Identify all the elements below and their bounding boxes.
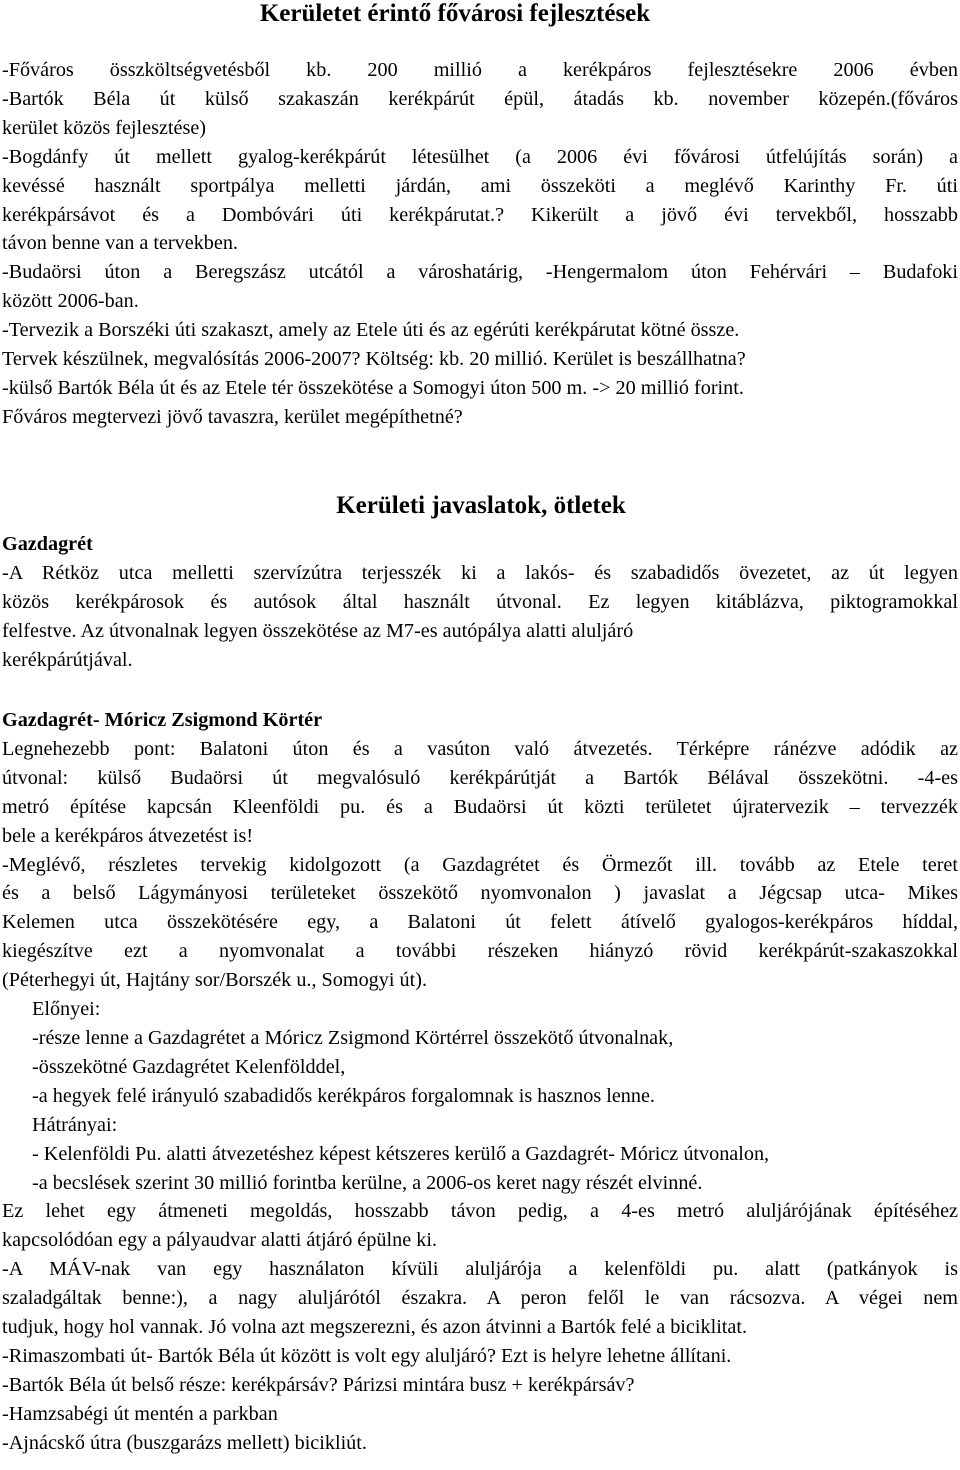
text-line: -külső Bartók Béla út és az Etele tér összekötése a Somogyi úton 500 m. -> 20 millió forint. <box>2 376 744 399</box>
text-line: kapcsolódóan egy a pályaudvar alatti átjáró épülne ki. <box>2 1229 437 1252</box>
pros-label: Előnyei: <box>32 998 101 1021</box>
text-line: bele a kerékpáros átvezetést is! <box>2 824 254 847</box>
cons-label: Hátrányai: <box>32 1113 118 1136</box>
text-line: kerékpárútjával. <box>2 648 133 671</box>
text-line: kerület közös fejlesztése) <box>2 116 207 139</box>
text-line: kiegészítve ezt a nyomvonalat a további részeken hiányzó rövid kerékpárút-szakaszokkal <box>2 940 958 963</box>
list-item: -része lenne a Gazdagrétet a Móricz Zsigmond Körtérrel összekötő útvonalnak, <box>32 1026 674 1049</box>
list-item: -összekötné Gazdagrétet Kelenfölddel, <box>32 1055 346 1078</box>
text-line: -Bartók Béla út belső része: kerékpársáv? Párizsi mintára busz + kerékpársáv? <box>2 1373 635 1396</box>
text-line: (Péterhegyi út, Hajtány sor/Borszék u., Somogyi út). <box>2 969 427 992</box>
text-line: Ez lehet egy átmeneti megoldás, hosszabb távon pedig, a 4-es metró aluljárójának építéséhez <box>2 1200 958 1223</box>
text-line: -Tervezik a Borszéki úti szakaszt, amely az Etele úti és az egérúti kerékpárutat kötné össze. <box>2 319 740 342</box>
text-line: -A MÁV-nak van egy használaton kívüli aluljárója a kelenföldi pu. alatt (patkányok is <box>2 1258 958 1281</box>
text-line: Főváros megtervezi jövő tavaszra, kerület megépíthetné? <box>2 405 463 428</box>
text-line: szaladgáltak benne:), a nagy aluljárótól északra. A peron felől le van rácsozva. A végei nem <box>2 1287 958 1310</box>
text-line: metró építése kapcsán Kleenföldi pu. és a Budaörsi út közti területet újratervezik – tervezzék <box>2 795 958 818</box>
text-line: -Bogdánfy út mellett gyalog-kerékpárút létesülhet (a 2006 évi fővárosi útfelújítás során) a <box>2 145 958 168</box>
text-line: és a belső Lágymányosi területeket összekötő nyomvonalon ) javaslat a Jégcsap utca- Mikes <box>2 882 958 905</box>
section-title-district-developments: Kerületet érintő fővárosi fejlesztések <box>259 0 651 27</box>
text-line: távon benne van a tervekben. <box>2 232 238 255</box>
subheading-gazdagret: Gazdagrét <box>2 533 93 555</box>
text-line: -Főváros összköltségvetésből kb. 200 millió a kerékpáros fejlesztésekre 2006 évben <box>2 59 958 81</box>
moricz-block <box>2 706 958 1458</box>
text-line: között 2006-ban. <box>2 290 139 313</box>
text-line: kevéssé használt sportpálya melletti járdán, ami összeköti a meglévő Karinthy Fr. úti <box>2 174 958 197</box>
text-line: kerékpársávot és a Dombóvári úti kerékpárutat.? Kikerült a jövő évi tervekből, hosszabb <box>2 203 958 226</box>
text-line: -Meglévő, részletes tervekig kidolgozott (a Gazdagrétet és Örmezőt ill. tovább az Etele teret <box>2 853 958 876</box>
text-line: -Ajnácskő útra (buszgarázs mellett) bicikliút. <box>2 1431 367 1454</box>
text-line: felfestve. Az útvonalnak legyen összekötése az M7-es autópálya alatti aluljáró <box>2 619 634 642</box>
text-line: közös kerékpárosok és autósok által használt útvonal. Ez legyen kitáblázva, piktogramokkal <box>2 590 958 613</box>
list-item: -a hegyek felé irányuló szabadidős kerékpáros forgalomnak is hasznos lenne. <box>32 1084 655 1107</box>
section-title-district-proposals: Kerületi javaslatok, ötletek <box>336 491 626 519</box>
list-item: -a becslések szerint 30 millió forintba kerülne, a 2006-os keret nagy részét elvinné. <box>32 1171 703 1194</box>
text-line: -Hamzsabégi út mentén a parkban <box>2 1402 278 1425</box>
subheading-gazdagret-moricz: Gazdagrét- Móricz Zsigmond Körtér <box>2 709 323 731</box>
list-item: - Kelenföldi Pu. alatti átvezetéshez képest kétszeres kerülő a Gazdagrét- Móricz útvonalon, <box>32 1142 770 1165</box>
section1-body <box>2 56 958 432</box>
text-line: -Budaörsi úton a Beregszász utcától a városhatárig, -Hengermalom úton Fehérvári – Budafoki <box>2 261 958 284</box>
text-line: tudjuk, hogy hol vannak. Jó volna azt megszerezni, és azon átvinni a Bartók felé a biciklitat. <box>2 1316 748 1339</box>
gazdagret-block <box>2 530 958 675</box>
text-line: Legnehezebb pont: Balatoni úton és a vasúton való átvezetés. Térképre ránézve adódik az <box>2 737 958 760</box>
text-line: -A Rétköz utca melletti szervízútra terjesszék ki a lakós- és szabadidős övezetet, az út legyen <box>2 561 958 584</box>
text-line: -Bartók Béla út külső szakaszán kerékpárút épül, átadás kb. november közepén.(főváros <box>2 87 958 110</box>
text-line: útvonal: külső Budaörsi út megvalósuló kerékpárútját a Bartók Bélával összekötni. -4-es <box>2 766 958 789</box>
text-line: -Rimaszombati út- Bartók Béla út között is volt egy aluljáró? Ezt is helyre lehetne állítani. <box>2 1344 732 1367</box>
text-line: Kelemen utca összekötésére egy, a Balatoni út felett átívelő gyalogos-kerékpáros híddal, <box>2 911 958 934</box>
text-line: Tervek készülnek, megvalósítás 2006-2007? Költség: kb. 20 millió. Kerület is beszállhatna? <box>2 348 746 371</box>
